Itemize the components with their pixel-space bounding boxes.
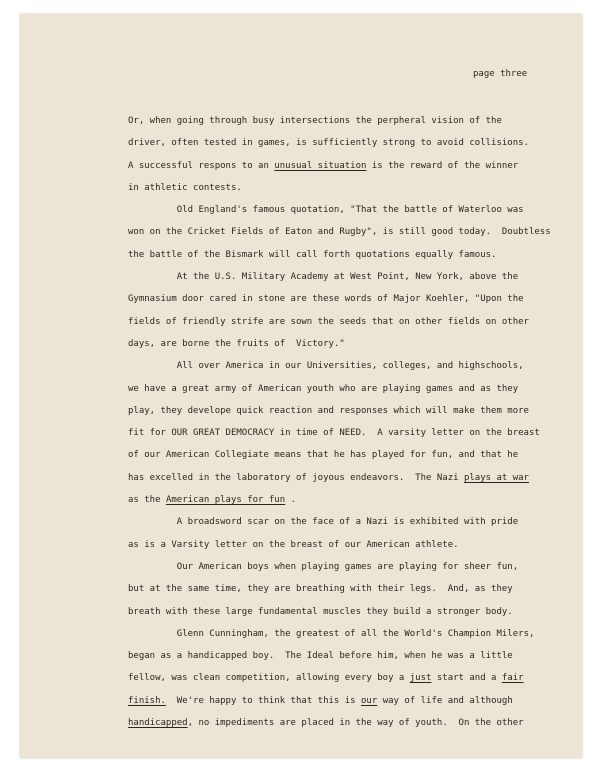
- text-segment: Or, when going through busy intersections the perpheral vision of the: [128, 116, 502, 126]
- underlined-text: handicapped: [128, 718, 188, 729]
- typed-page: [20, 14, 582, 758]
- text-segment: We're happy to think that this is: [165, 695, 362, 706]
- text-line: [128, 311, 551, 333]
- text-line: [128, 266, 551, 288]
- text-line: [128, 422, 551, 444]
- text-line: [128, 578, 551, 600]
- underlined-text: unusual situation: [274, 160, 367, 171]
- text-segment: began as a handicapped boy. The Ideal before him, when he was a little: [128, 651, 513, 662]
- body-text: [128, 110, 551, 734]
- text-segment: Our American boys when playing games are playing for sheer fun,: [176, 561, 519, 572]
- text-segment: A broadsword scar on the face of a Nazi is exhibited with pride: [176, 517, 519, 528]
- text-segment: driver, often tested in games, is sufficiently strong to avoid collisions.: [128, 138, 529, 149]
- text-line: [128, 355, 551, 377]
- text-line: [128, 534, 551, 556]
- page-number-label: page three: [473, 69, 528, 79]
- text-segment: of our American Collegiate means that he has played for fun, and that he: [128, 450, 519, 461]
- text-segment: Glenn Cunningham, the greatest of all the World's Champion Milers,: [176, 628, 535, 639]
- text-segment: Old England's famous quotation, "That the battle of Waterloo was: [176, 205, 524, 216]
- text-line: [128, 601, 551, 623]
- text-line: [128, 110, 551, 132]
- text-line: [128, 199, 551, 221]
- text-segment: won on the Cricket Fields of Eaton and Rugby", is still good today. Doubtless: [128, 227, 551, 238]
- underlined-text: fair: [501, 673, 524, 684]
- text-segment: way of life and although: [377, 695, 513, 706]
- underlined-text: finish.: [128, 695, 166, 706]
- underlined-text: just: [409, 673, 432, 684]
- text-line: [128, 467, 551, 489]
- text-line: [128, 556, 551, 578]
- text-segment: is the reward of the winner: [366, 160, 519, 171]
- text-line: [128, 288, 551, 310]
- text-segment: play, they develope quick reaction and responses which will make them more: [128, 405, 529, 416]
- text-segment: has excelled in the laboratory of joyous endeavors. The Nazi: [128, 472, 464, 483]
- text-segment: At the U.S. Military Academy at West Point, New York, above the: [176, 272, 519, 283]
- text-segment: the battle of the Bismark will call forth quotations equally famous.: [128, 249, 497, 260]
- text-line: [128, 400, 551, 422]
- text-line: [128, 155, 551, 177]
- text-line: [128, 177, 551, 199]
- text-segment: in athletic contests.: [128, 182, 242, 193]
- text-line: [128, 623, 551, 645]
- text-segment: we have a great army of American youth who are playing games and as they: [128, 383, 519, 394]
- text-segment: days, are borne the fruits of Victory.": [128, 338, 345, 349]
- text-segment: All over America in our Universities, colleges, and highschools,: [176, 361, 524, 372]
- text-line: [128, 333, 551, 355]
- underlined-text: our: [361, 695, 378, 706]
- text-segment: Gymnasium door cared in stone are these words of Major Koehler, "Upon the: [128, 294, 524, 305]
- underlined-text: American plays for fun: [165, 495, 286, 506]
- text-line: [128, 667, 551, 689]
- text-line: [128, 712, 551, 734]
- text-segment: as the: [128, 495, 166, 506]
- text-line: [128, 244, 551, 266]
- text-segment: .: [285, 495, 296, 506]
- text-segment: start and a: [431, 673, 502, 684]
- text-line: [128, 444, 551, 466]
- text-segment: as is a Varsity letter on the breast of our American athlete.: [128, 539, 459, 550]
- text-line: [128, 511, 551, 533]
- text-segment: , no impediments are placed in the way of youth. On the other: [187, 718, 524, 729]
- text-line: [128, 221, 551, 243]
- text-segment: fit for OUR GREAT DEMOCRACY in time of NEED. A varsity letter on the breast: [128, 428, 540, 439]
- text-line: [128, 489, 551, 511]
- text-segment: but at the same time, they are breathing with their legs. And, as they: [128, 584, 513, 595]
- text-segment: fields of friendly strife are sown the seeds that on other fields on other: [128, 316, 529, 327]
- underlined-text: plays at war: [463, 472, 529, 483]
- text-segment: fellow, was clean competition, allowing every boy a: [128, 673, 410, 684]
- text-line: [128, 378, 551, 400]
- text-segment: breath with these large fundamental muscles they build a stronger body.: [128, 606, 513, 617]
- text-line: [128, 645, 551, 667]
- text-line: [128, 132, 551, 154]
- text-line: [128, 690, 551, 712]
- text-segment: A successful respons to an: [128, 160, 275, 171]
